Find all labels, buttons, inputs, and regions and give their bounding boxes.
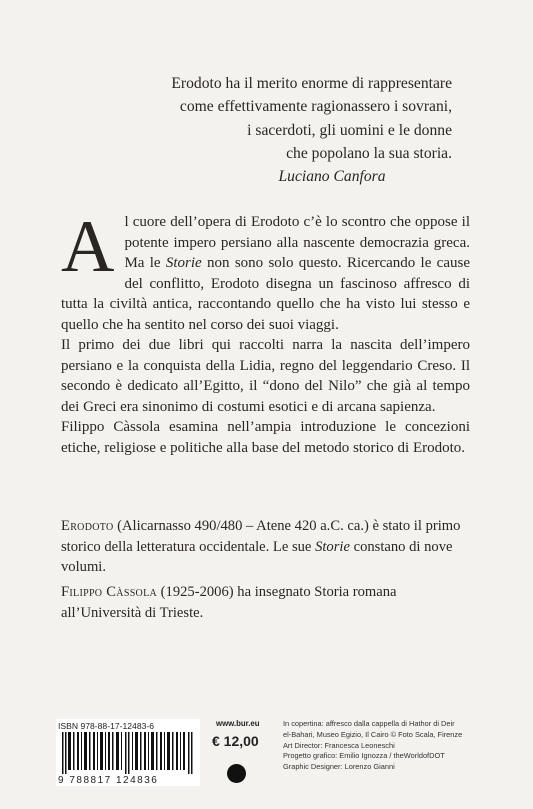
quote-line: come effettivamente ragionassero i sovrani, xyxy=(179,98,452,116)
bio-text: constano di nove volumi. xyxy=(61,538,453,575)
bio-italic-title: Storie xyxy=(315,538,350,555)
blurb-text-segment: l cuore dell’opera di Erodoto c’è lo scontro che oppose il potente impero persiano alla nascente democrazia greca. Ma le xyxy=(124,214,470,271)
quote-author: Luciano Canfora xyxy=(278,168,386,186)
blurb-paragraph-2: Il primo dei due libri qui raccolti narra la nascita dell’impero persiano e la conquista della Lidia, regno del leggendario Creso. Il secondo è dedicato all’Egitto, il “dono del Nilo” che già al tempo dei Greci era sinonimo di costumi esotici e di arcana sapienza. xyxy=(61,337,470,415)
barcode-bars xyxy=(62,732,194,774)
quote-line: che popolano la sua storia. xyxy=(286,144,452,162)
publisher-website: www.bur.eu xyxy=(216,719,260,728)
quote-line: Erodoto ha il merito enorme di rappresentare xyxy=(171,75,452,92)
quote-line: i sacerdoti, gli uomini e le donne xyxy=(247,121,452,139)
author-name: Erodoto xyxy=(61,518,114,534)
bio-text: (Alicarnasso 490/480 – Atene 420 a.C. ca.) è stato il primo storico della letteratura occidentale. Le sue xyxy=(61,518,461,555)
blurb-paragraph-1 xyxy=(61,206,470,335)
editor-name: Filippo Càssola xyxy=(61,584,158,600)
blurb-paragraph-3: Filippo Càssola esamina nell’ampia introduzione le concezioni etiche, religiose e politiche alla base del metodo storico di Erodoto. xyxy=(61,419,470,456)
barcode-number: 9 788817 124836 xyxy=(58,775,159,786)
blurb-text xyxy=(61,206,470,458)
credit-line: el-Bahari, Museo Egizio, Il Cairo © Foto Scala, Firenze xyxy=(283,729,463,739)
blurb-text-segment: non sono solo questo. Ricercando le cause del conflitto, Erodoto disegna un fascinoso affresco di tutta la civiltà antica, raccontando quello che ha visto lui stesso e quello che ha sentito nel corso dei suoi viaggi. xyxy=(61,255,470,333)
credit-line: In copertina: affresco dalla cappella di Hathor di Deir xyxy=(283,719,455,728)
epigraph-quote xyxy=(92,72,452,188)
drop-cap: A xyxy=(61,206,115,288)
blurb-italic-title: Storie xyxy=(165,255,202,271)
isbn-label: ISBN 978-88-17-12483-6 xyxy=(58,721,155,731)
credit-line: Graphic Designer: Lorenzo Gianni xyxy=(283,762,395,772)
price-label: € 12,00 xyxy=(212,733,259,749)
cover-credits xyxy=(283,719,483,773)
publisher-logo-dot xyxy=(227,764,246,783)
author-bio xyxy=(61,516,470,578)
bio-text: (1925-2006) ha insegnato Storia romana all’Università di Trieste. xyxy=(61,584,397,621)
credit-line: Art Director: Francesca Leoneschi xyxy=(283,740,395,750)
credit-line: Progetto grafico: Emilio Ignozza / theWorldofDOT xyxy=(283,751,445,761)
editor-bio xyxy=(61,582,470,623)
barcode xyxy=(56,719,200,786)
